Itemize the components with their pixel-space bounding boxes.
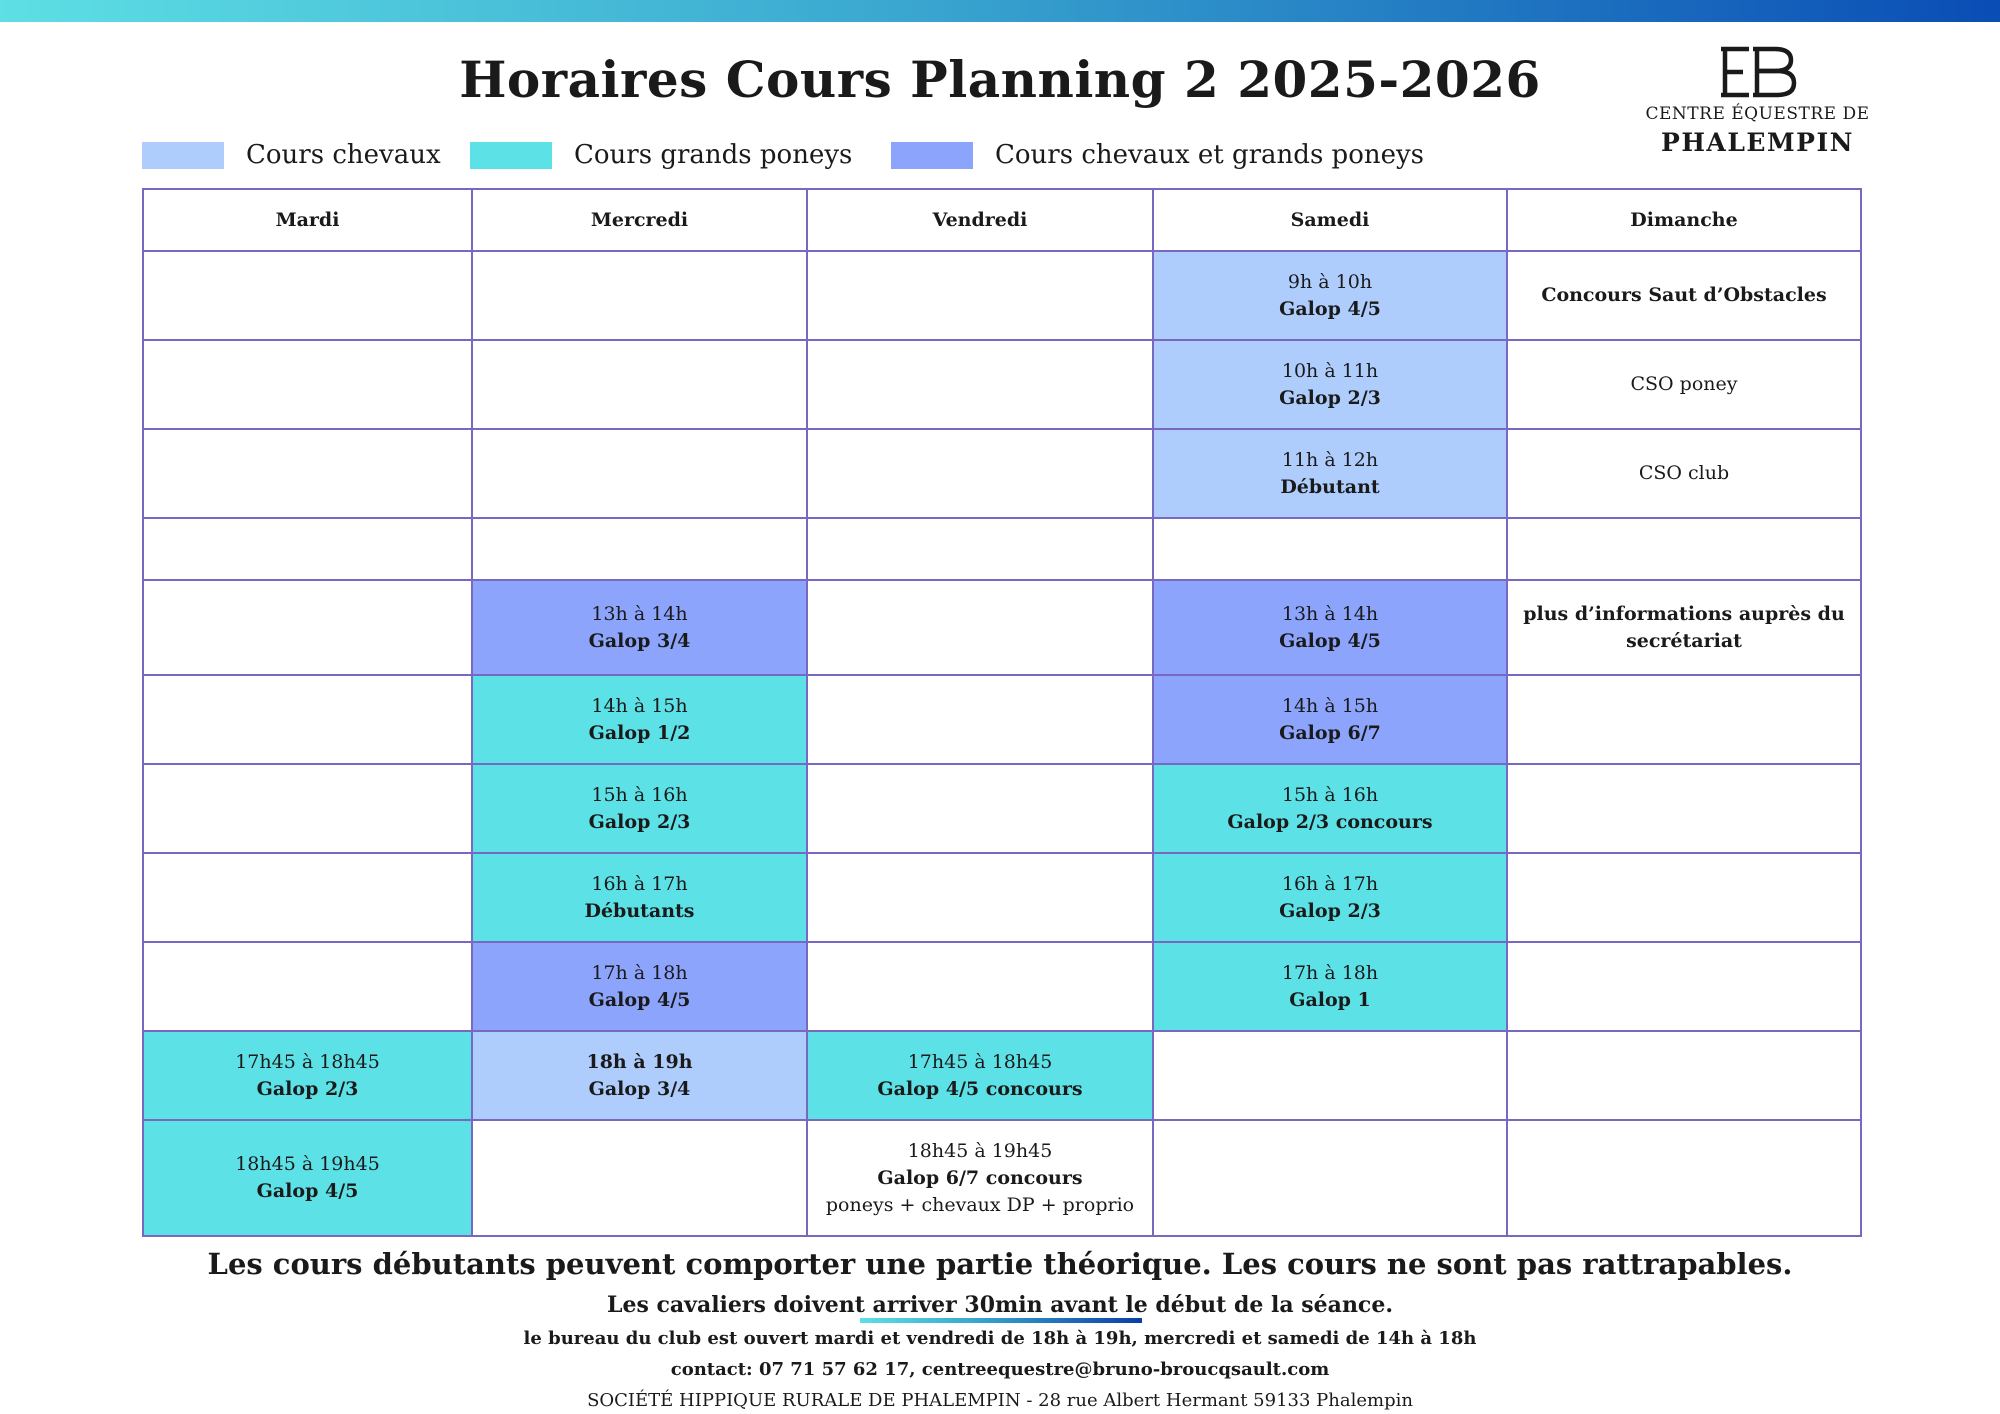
lesson-cell: [1153, 853, 1507, 942]
schedule-body: [143, 251, 1861, 1236]
logo-subtitle: CENTRE ÉQUESTRE DE: [1645, 104, 1870, 124]
empty-cell: [1153, 518, 1507, 580]
schedule-row: [143, 942, 1861, 1031]
lesson-time: 18h à 19h: [586, 1050, 693, 1073]
empty-cell: [472, 251, 807, 340]
lesson-cell: [472, 764, 807, 853]
empty-cell: [807, 340, 1153, 429]
lesson-time: 13h à 14h: [1281, 602, 1379, 625]
lesson-level: Débutant: [1280, 475, 1380, 498]
legend: [0, 140, 2000, 180]
empty-cell: [1507, 853, 1861, 942]
lesson-time: 16h à 17h: [591, 872, 688, 895]
empty-cell: [807, 251, 1153, 340]
lesson-level: Débutants: [584, 899, 695, 922]
empty-cell: [807, 675, 1153, 764]
lesson-level: Galop 4/5: [1279, 297, 1381, 320]
lesson-time: 14h à 15h: [591, 694, 688, 717]
lesson-time: 15h à 16h: [1281, 783, 1379, 806]
lesson-time: 13h à 14h: [591, 602, 688, 625]
legend-swatch-chevaux: [142, 142, 224, 169]
footer-address: SOCIÉTÉ HIPPIQUE RURALE DE PHALEMPIN - 28 rue Albert Hermant 59133 Phalempin: [587, 1390, 1413, 1411]
info-text: plus d’informations auprès du secrétariat: [1523, 602, 1845, 652]
lesson-note: poneys + chevaux DP + proprio: [825, 1193, 1135, 1216]
lesson-cell: [472, 1031, 807, 1120]
schedule-row: [143, 251, 1861, 340]
footer-arrival-note: Les cavaliers doivent arriver 30min avant le début de la séance.: [607, 1292, 1393, 1318]
lesson-level: Galop 2/3 concours: [1227, 810, 1433, 833]
empty-cell: [143, 429, 472, 518]
empty-cell: [1153, 1120, 1507, 1236]
lesson-cell: [1153, 675, 1507, 764]
lesson-cell: [472, 675, 807, 764]
legend-item-mixte: [891, 140, 1424, 170]
empty-cell: [1507, 1120, 1861, 1236]
lesson-cell: [1153, 251, 1507, 340]
schedule-table: [142, 188, 1862, 1237]
day-header: Dimanche: [1507, 189, 1861, 251]
lesson-time: 15h à 16h: [591, 783, 688, 806]
lesson-cell: [807, 1031, 1153, 1120]
empty-cell: [807, 518, 1153, 580]
lesson-level: Galop 4/5 concours: [877, 1077, 1083, 1100]
empty-cell: [1507, 942, 1861, 1031]
lesson-time: 16h à 17h: [1281, 872, 1379, 895]
empty-cell: [143, 942, 472, 1031]
footer-office-hours: le bureau du club est ouvert mardi et vendredi de 18h à 19h, mercredi et samedi de 14h à 18h: [523, 1328, 1477, 1349]
lesson-level: Galop 6/7: [1279, 721, 1381, 744]
lesson-cell: [472, 942, 807, 1031]
lesson-cell: [1153, 764, 1507, 853]
schedule-row: [143, 518, 1861, 580]
info-cell: [1507, 340, 1861, 429]
info-text: CSO club: [1638, 462, 1730, 484]
empty-cell: [472, 429, 807, 518]
schedule-row: [143, 675, 1861, 764]
lesson-time: 17h45 à 18h45: [235, 1050, 380, 1073]
lesson-level: Galop 2/3: [588, 810, 691, 833]
underline-accent: [860, 1318, 1142, 1323]
empty-cell: [807, 429, 1153, 518]
empty-cell: [143, 764, 472, 853]
top-gradient-bar: [0, 0, 2000, 22]
schedule-row: [143, 580, 1861, 675]
legend-swatch-mixte: [891, 142, 973, 169]
empty-cell: [807, 764, 1153, 853]
lesson-time: 17h à 18h: [1281, 961, 1379, 984]
day-header: Samedi: [1153, 189, 1507, 251]
lesson-level: Galop 4/5: [256, 1180, 359, 1202]
lesson-level: Galop 2/3: [1279, 899, 1381, 922]
schedule-row: [143, 1120, 1861, 1236]
lesson-level: Galop 4/5: [588, 988, 691, 1011]
empty-cell: [1507, 518, 1861, 580]
empty-cell: [143, 518, 472, 580]
lesson-level: Galop 6/7 concours: [877, 1166, 1083, 1189]
empty-cell: [1153, 1031, 1507, 1120]
empty-cell: [143, 251, 472, 340]
empty-cell: [1507, 1031, 1861, 1120]
schedule-row: [143, 853, 1861, 942]
lesson-level: Galop 3/4: [588, 1077, 691, 1100]
legend-item-grands-poneys: [470, 140, 852, 170]
empty-cell: [143, 853, 472, 942]
lesson-cell: [472, 853, 807, 942]
lesson-time: 18h45 à 19h45: [907, 1139, 1053, 1162]
empty-cell: [143, 675, 472, 764]
logo-monogram-icon: [1719, 44, 1797, 100]
empty-cell: [143, 340, 472, 429]
footer-notice: Les cours débutants peuvent comporter une partie théorique. Les cours ne sont pas rattrapables.: [207, 1247, 1793, 1281]
header-row: [143, 189, 1861, 251]
schedule-row: [143, 429, 1861, 518]
info-cell: [1507, 251, 1861, 340]
legend-item-chevaux: [142, 140, 441, 170]
footer-contact: contact: 07 71 57 62 17, centreequestre@bruno-broucqsault.com: [670, 1359, 1330, 1380]
lesson-time: 18h45 à 19h45: [235, 1153, 380, 1175]
lesson-cell: [807, 1120, 1153, 1236]
empty-cell: [807, 942, 1153, 1031]
lesson-cell: [143, 1031, 472, 1120]
legend-label: Cours chevaux: [246, 140, 441, 170]
empty-cell: [472, 340, 807, 429]
lesson-level: Galop 1/2: [588, 721, 691, 744]
empty-cell: [1507, 675, 1861, 764]
lesson-cell: [1153, 942, 1507, 1031]
schedule-row: [143, 1031, 1861, 1120]
lesson-level: Galop 1: [1289, 988, 1371, 1011]
lesson-level: Galop 3/4: [588, 629, 691, 652]
legend-swatch-grands-poneys: [470, 142, 552, 169]
empty-cell: [1507, 764, 1861, 853]
lesson-level: Galop 2/3: [1279, 386, 1381, 409]
lesson-level: Galop 4/5: [1279, 629, 1381, 652]
info-cell: [1507, 429, 1861, 518]
day-header: Vendredi: [807, 189, 1153, 251]
lesson-cell: [143, 1120, 472, 1236]
lesson-time: 14h à 15h: [1281, 694, 1379, 717]
lesson-level: Galop 2/3: [256, 1077, 359, 1100]
lesson-time: 9h à 10h: [1287, 270, 1373, 293]
schedule-row: [143, 340, 1861, 429]
lesson-time: 11h à 12h: [1281, 448, 1379, 471]
info-cell: [1507, 580, 1861, 675]
empty-cell: [472, 1120, 807, 1236]
lesson-cell: [1153, 340, 1507, 429]
info-text: Concours Saut d’Obstacles: [1541, 284, 1827, 306]
lesson-cell: [472, 580, 807, 675]
lesson-cell: [1153, 429, 1507, 518]
schedule-row: [143, 764, 1861, 853]
lesson-time: 10h à 11h: [1281, 359, 1379, 382]
lesson-time: 17h45 à 18h45: [907, 1050, 1053, 1073]
empty-cell: [472, 518, 807, 580]
lesson-time: 17h à 18h: [591, 961, 688, 984]
empty-cell: [807, 853, 1153, 942]
legend-label: Cours grands poneys: [574, 140, 853, 170]
empty-cell: [143, 580, 472, 675]
day-header: Mercredi: [472, 189, 807, 251]
info-text: CSO poney: [1630, 373, 1738, 395]
legend-label: Cours chevaux et grands poneys: [995, 140, 1425, 170]
day-header: Mardi: [143, 189, 472, 251]
logo-name: PHALEMPIN: [1661, 128, 1854, 157]
lesson-cell: [1153, 580, 1507, 675]
empty-cell: [807, 580, 1153, 675]
page-title: Horaires Cours Planning 2 2025-2026: [459, 50, 1541, 109]
